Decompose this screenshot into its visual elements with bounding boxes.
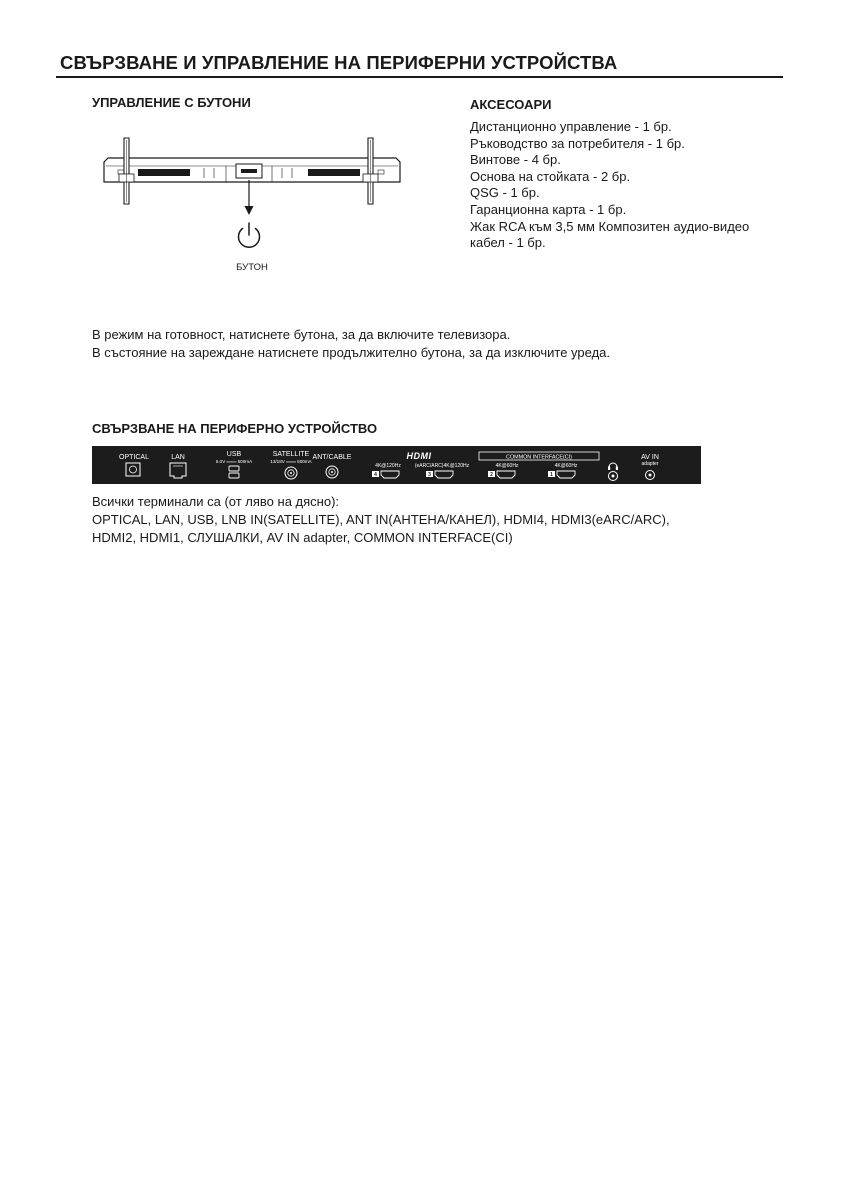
- terminals-line: HDMI2, HDMI1, СЛУШАЛКИ, AV IN adapter, COMMON INTERFACE(CI): [92, 530, 513, 545]
- usb-label: USB: [226, 451, 242, 458]
- title-divider: [56, 76, 783, 78]
- hdmi-logo: HDMI: [406, 451, 432, 461]
- lan-port: [170, 463, 186, 478]
- buttons-heading: УПРАВЛЕНИЕ С БУТОНИ: [92, 95, 251, 110]
- usb-rating: 5.0V ═══ 500mA: [215, 459, 253, 464]
- satellite-rating: 13/18V ═══ 500mA: [270, 459, 312, 464]
- hdmi1-number: 1: [550, 472, 553, 478]
- hdmi2-port: [497, 471, 515, 478]
- hdmi2-number: 2: [490, 472, 493, 478]
- hdmi3-port: [435, 471, 453, 478]
- optical-port: [126, 463, 140, 476]
- description-line: В състояние на зареждане натиснете продължително бутона, за да изключите уреда.: [92, 345, 610, 360]
- vent-right: [308, 169, 360, 176]
- hdmi4-number: 4: [374, 472, 377, 478]
- button-description: [92, 326, 610, 362]
- lan-label: LAN: [171, 454, 185, 461]
- list-item: Дистанционно управление - 1 бр.: [470, 119, 672, 134]
- hdmi1-port: [557, 471, 575, 478]
- hdmi4-port: [381, 471, 399, 478]
- power-button-label: БУТОН: [236, 262, 268, 273]
- hdmi3-number: 3: [428, 472, 431, 478]
- list-item: Ръководство за потребителя - 1 бр.: [470, 135, 685, 151]
- list-item: Жак RCA към 3,5 мм Композитен аудио-видео: [470, 218, 750, 234]
- hdmi2-label: 4K@60Hz: [495, 463, 519, 469]
- av-adapter-label: adapter: [641, 461, 659, 467]
- page-title: СВЪРЗВАНЕ И УПРАВЛЕНИЕ НА ПЕРИФЕРНИ УСТРОЙСТВА: [60, 52, 618, 73]
- ant-cable-label: ANT/CABLE: [312, 454, 352, 461]
- connection-heading: СВЪРЗВАНЕ НА ПЕРИФЕРНО УСТРОЙСТВО: [92, 421, 378, 436]
- av-in-label: AV IN: [641, 454, 659, 461]
- arrow-head: [245, 206, 254, 215]
- terminals-line: OPTICAL, LAN, USB, LNB IN(SATELLITE), ANT IN(АНТЕНА/КАНЕЛ), HDMI4, HDMI3(eARC/ARC),: [92, 512, 670, 527]
- optical-label: OPTICAL: [119, 454, 149, 461]
- vent-left: [138, 169, 190, 176]
- list-item: Винтове - 4 бр.: [470, 152, 561, 168]
- hdmi1-label: 4K@60Hz: [554, 463, 578, 469]
- list-item: QSG - 1 бр.: [470, 185, 540, 201]
- terminals-intro: Всички терминали са (от ляво на дясно):: [92, 494, 340, 509]
- hdmi3-label: (eARC/ARC)4K@120Hz: [414, 463, 470, 469]
- accessories-list: [470, 119, 749, 252]
- satellite-label: SATELLITE: [272, 451, 310, 458]
- description-line: В режим на готовност, натиснете бутона, за да включите телевизора.: [92, 327, 511, 342]
- accessories-heading: АКСЕСОАРИ: [470, 97, 552, 112]
- list-item: кабел - 1 бр.: [470, 235, 546, 251]
- usb-port: [229, 466, 239, 471]
- list-item: Основа на стойката - 2 бр.: [470, 168, 631, 184]
- common-interface-label: COMMON INTERFACE(CI): [506, 454, 572, 461]
- tv-bottom-diagram: [96, 136, 408, 272]
- headphone-icon: [608, 463, 618, 470]
- usb-port: [229, 473, 239, 478]
- terminals-description: [92, 493, 670, 547]
- list-item: Гаранционна карта - 1 бр.: [470, 201, 627, 217]
- connector-panel: [92, 446, 701, 484]
- hdmi4-label: 4K@120Hz: [375, 463, 401, 469]
- power-icon: [239, 223, 260, 247]
